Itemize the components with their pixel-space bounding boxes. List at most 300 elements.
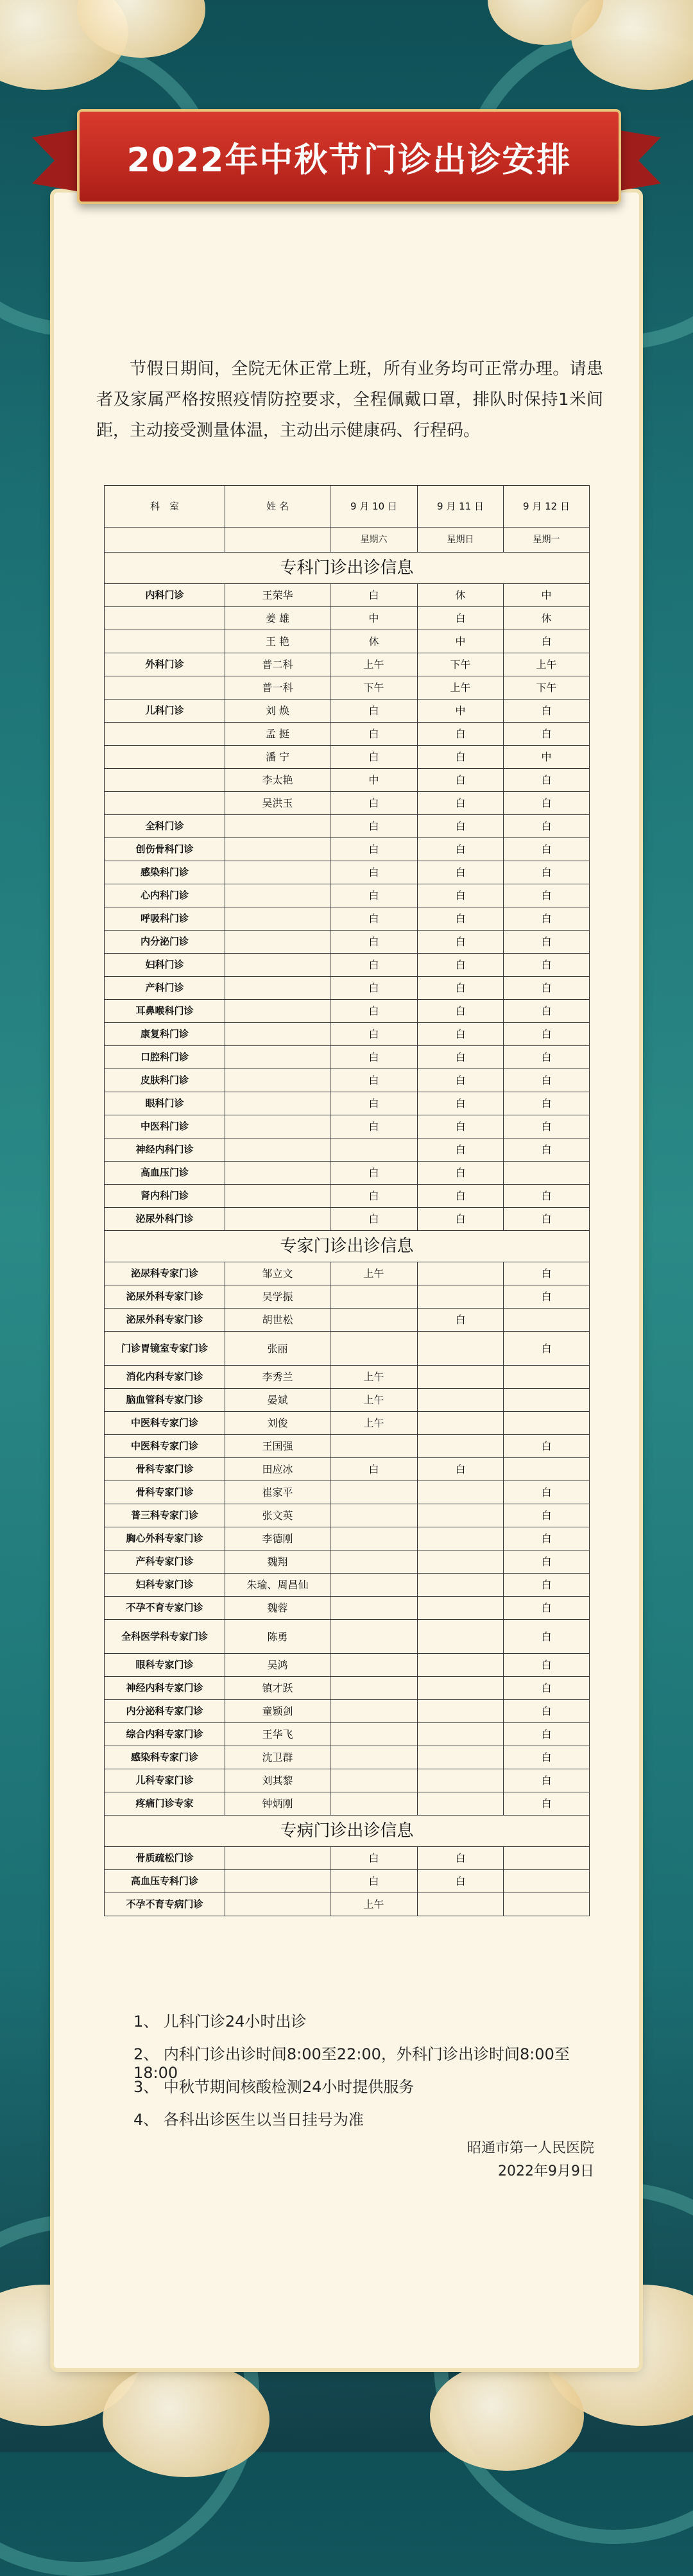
dept-cell: 感染科专家门诊 bbox=[105, 1746, 225, 1769]
table-row bbox=[105, 700, 590, 723]
dept-cell: 口腔科门诊 bbox=[105, 1046, 225, 1069]
doctor-cell: 吴鸿 bbox=[225, 1654, 330, 1677]
section-header-row bbox=[105, 1231, 590, 1262]
table-row bbox=[105, 1069, 590, 1092]
day1-cell: 白 bbox=[330, 931, 418, 954]
day3-cell: 白 bbox=[504, 1746, 590, 1769]
doctor-cell bbox=[225, 977, 330, 1000]
day1-cell: 白 bbox=[330, 1092, 418, 1115]
doctor-cell: 姜 雄 bbox=[225, 607, 330, 630]
day3-cell: 白 bbox=[504, 884, 590, 907]
day3-cell: 白 bbox=[504, 1046, 590, 1069]
day3-cell: 白 bbox=[504, 1654, 590, 1677]
doctor-cell: 刘 焕 bbox=[225, 700, 330, 723]
day1-cell: 白 bbox=[330, 1162, 418, 1185]
day1-cell: 白 bbox=[330, 723, 418, 746]
day3-cell: 白 bbox=[504, 1574, 590, 1597]
doctor-cell: 魏翔 bbox=[225, 1550, 330, 1574]
table-row bbox=[105, 1162, 590, 1185]
dept-cell: 高血压门诊 bbox=[105, 1162, 225, 1185]
doctor-cell: 李德刚 bbox=[225, 1527, 330, 1550]
day2-cell bbox=[418, 1285, 504, 1309]
day1-cell bbox=[330, 1481, 418, 1504]
day1-cell: 白 bbox=[330, 1000, 418, 1023]
weekday-row bbox=[105, 528, 590, 553]
doctor-cell bbox=[225, 1893, 330, 1916]
day1-cell: 白 bbox=[330, 861, 418, 884]
doctor-cell: 刘俊 bbox=[225, 1412, 330, 1435]
day1-cell bbox=[330, 1677, 418, 1700]
table-row bbox=[105, 1309, 590, 1332]
dept-cell bbox=[105, 676, 225, 700]
doctor-cell bbox=[225, 1023, 330, 1046]
day3-cell: 白 bbox=[504, 1723, 590, 1746]
doctor-cell bbox=[225, 1092, 330, 1115]
day3-cell bbox=[504, 1870, 590, 1893]
day3-cell: 白 bbox=[504, 769, 590, 792]
doctor-cell bbox=[225, 838, 330, 861]
table-row bbox=[105, 1046, 590, 1069]
day2-cell: 中 bbox=[418, 630, 504, 653]
day1-cell bbox=[330, 1138, 418, 1162]
doctor-cell: 朱瑜、周昌仙 bbox=[225, 1574, 330, 1597]
dept-cell: 神经内科专家门诊 bbox=[105, 1677, 225, 1700]
section-header-row bbox=[105, 1816, 590, 1847]
dept-cell: 感染科门诊 bbox=[105, 861, 225, 884]
note-item: 1、 儿科门诊24小时出诊 bbox=[133, 2013, 307, 2031]
dept-cell: 眼科门诊 bbox=[105, 1092, 225, 1115]
table-row bbox=[105, 815, 590, 838]
doctor-cell: 镇才跃 bbox=[225, 1677, 330, 1700]
day2-cell: 白 bbox=[418, 1458, 504, 1481]
day3-cell: 休 bbox=[504, 607, 590, 630]
dept-cell: 泌尿外科专家门诊 bbox=[105, 1309, 225, 1332]
weekday-day1: 星期六 bbox=[330, 528, 418, 553]
doctor-cell: 张文英 bbox=[225, 1504, 330, 1527]
day3-cell: 白 bbox=[504, 1285, 590, 1309]
table-row bbox=[105, 1654, 590, 1677]
dept-cell: 神经内科门诊 bbox=[105, 1138, 225, 1162]
table-row bbox=[105, 1769, 590, 1792]
day2-cell bbox=[418, 1504, 504, 1527]
dept-cell: 妇科专家门诊 bbox=[105, 1574, 225, 1597]
day1-cell: 下午 bbox=[330, 676, 418, 700]
table-row bbox=[105, 1723, 590, 1746]
table-row bbox=[105, 907, 590, 931]
footer-date: 2022年9月9日 bbox=[498, 2163, 594, 2179]
day1-cell: 休 bbox=[330, 630, 418, 653]
dept-cell: 儿科门诊 bbox=[105, 700, 225, 723]
table-row bbox=[105, 838, 590, 861]
dept-cell: 泌尿科专家门诊 bbox=[105, 1262, 225, 1285]
day1-cell: 中 bbox=[330, 769, 418, 792]
dept-cell: 中医科专家门诊 bbox=[105, 1435, 225, 1458]
doctor-cell: 邹立文 bbox=[225, 1262, 330, 1285]
day3-cell: 中 bbox=[504, 746, 590, 769]
day1-cell bbox=[330, 1620, 418, 1654]
day3-cell: 白 bbox=[504, 1435, 590, 1458]
table-row bbox=[105, 1792, 590, 1816]
dept-cell: 外科门诊 bbox=[105, 653, 225, 676]
day1-cell bbox=[330, 1654, 418, 1677]
day2-cell: 白 bbox=[418, 838, 504, 861]
table-row bbox=[105, 884, 590, 907]
doctor-cell bbox=[225, 1208, 330, 1231]
day1-cell bbox=[330, 1792, 418, 1816]
day1-cell bbox=[330, 1574, 418, 1597]
dept-cell bbox=[105, 792, 225, 815]
day2-cell: 白 bbox=[418, 884, 504, 907]
dept-cell: 眼科专家门诊 bbox=[105, 1654, 225, 1677]
day2-cell: 白 bbox=[418, 1046, 504, 1069]
day1-cell bbox=[330, 1332, 418, 1366]
day2-cell: 白 bbox=[418, 1115, 504, 1138]
dept-cell: 疼痛门诊专家 bbox=[105, 1792, 225, 1816]
day3-cell: 白 bbox=[504, 1597, 590, 1620]
doctor-cell bbox=[225, 884, 330, 907]
day3-cell: 白 bbox=[504, 792, 590, 815]
day1-cell: 白 bbox=[330, 1870, 418, 1893]
title-banner bbox=[77, 109, 621, 204]
dept-cell: 康复科门诊 bbox=[105, 1023, 225, 1046]
dept-cell: 泌尿外科专家门诊 bbox=[105, 1285, 225, 1309]
day2-cell bbox=[418, 1574, 504, 1597]
doctor-cell bbox=[225, 954, 330, 977]
day3-cell bbox=[504, 1412, 590, 1435]
day3-cell bbox=[504, 1162, 590, 1185]
day3-cell: 白 bbox=[504, 630, 590, 653]
section-title: 专病门诊出诊信息 bbox=[105, 1816, 590, 1847]
day1-cell: 白 bbox=[330, 1023, 418, 1046]
day2-cell: 白 bbox=[418, 977, 504, 1000]
table-row bbox=[105, 1481, 590, 1504]
day2-cell bbox=[418, 1262, 504, 1285]
day2-cell bbox=[418, 1769, 504, 1792]
day3-cell bbox=[504, 1309, 590, 1332]
schedule-table bbox=[104, 485, 590, 1916]
doctor-cell: 钟炳刚 bbox=[225, 1792, 330, 1816]
table-row bbox=[105, 1458, 590, 1481]
doctor-cell bbox=[225, 1000, 330, 1023]
section-title: 专家门诊出诊信息 bbox=[105, 1231, 590, 1262]
day1-cell bbox=[330, 1527, 418, 1550]
day1-cell: 上午 bbox=[330, 1389, 418, 1412]
day2-cell: 白 bbox=[418, 931, 504, 954]
table-row bbox=[105, 1847, 590, 1870]
table-row bbox=[105, 653, 590, 676]
day3-cell: 白 bbox=[504, 1700, 590, 1723]
weekday-day2: 星期日 bbox=[418, 528, 504, 553]
intro-paragraph: 节假日期间，全院无休正常上班，所有业务均可正常办理。请患者及家属严格按照疫情防控要求，全程佩戴口罩，排队时保持1米间距，主动接受测量体温，主动出示健康码、行程码。 bbox=[96, 359, 603, 440]
day2-cell: 白 bbox=[418, 769, 504, 792]
day1-cell: 白 bbox=[330, 954, 418, 977]
doctor-cell: 潘 宁 bbox=[225, 746, 330, 769]
day3-cell: 中 bbox=[504, 584, 590, 607]
day2-cell: 白 bbox=[418, 1185, 504, 1208]
doctor-cell: 崔家平 bbox=[225, 1481, 330, 1504]
table-row bbox=[105, 1700, 590, 1723]
table-row bbox=[105, 607, 590, 630]
note-item: 2、 内科门诊出诊时间8:00至22:00，外科门诊出诊时间8:00至18:00 bbox=[133, 2045, 570, 2082]
table-row bbox=[105, 1366, 590, 1389]
day3-cell bbox=[504, 1389, 590, 1412]
footer-org: 昭通市第一人民医院 bbox=[466, 2140, 594, 2156]
day1-cell: 白 bbox=[330, 1046, 418, 1069]
day3-cell bbox=[504, 1893, 590, 1916]
day1-cell: 上午 bbox=[330, 1366, 418, 1389]
day1-cell bbox=[330, 1723, 418, 1746]
table-row bbox=[105, 1746, 590, 1769]
day1-cell: 白 bbox=[330, 977, 418, 1000]
day1-cell bbox=[330, 1435, 418, 1458]
dept-cell bbox=[105, 723, 225, 746]
doctor-cell: 陈勇 bbox=[225, 1620, 330, 1654]
table-row bbox=[105, 1332, 590, 1366]
dept-cell: 不孕不育专家门诊 bbox=[105, 1597, 225, 1620]
page-title: 2022年中秋节门诊出诊安排 bbox=[126, 141, 572, 180]
doctor-cell bbox=[225, 1847, 330, 1870]
day2-cell bbox=[418, 1527, 504, 1550]
day2-cell: 中 bbox=[418, 700, 504, 723]
dept-cell: 肾内科门诊 bbox=[105, 1185, 225, 1208]
day1-cell bbox=[330, 1550, 418, 1574]
day3-cell: 白 bbox=[504, 1504, 590, 1527]
day3-cell: 白 bbox=[504, 861, 590, 884]
doctor-cell bbox=[225, 931, 330, 954]
table-row bbox=[105, 861, 590, 884]
table-row bbox=[105, 676, 590, 700]
day1-cell bbox=[330, 1285, 418, 1309]
day3-cell: 白 bbox=[504, 1527, 590, 1550]
table-row bbox=[105, 1504, 590, 1527]
table-row bbox=[105, 769, 590, 792]
dept-cell: 消化内科专家门诊 bbox=[105, 1366, 225, 1389]
day1-cell bbox=[330, 1504, 418, 1527]
day2-cell bbox=[418, 1746, 504, 1769]
day3-cell: 白 bbox=[504, 1677, 590, 1700]
day3-cell: 白 bbox=[504, 1208, 590, 1231]
day2-cell: 白 bbox=[418, 907, 504, 931]
section-title: 专科门诊出诊信息 bbox=[105, 553, 590, 584]
table-row bbox=[105, 1115, 590, 1138]
day2-cell bbox=[418, 1332, 504, 1366]
doctor-cell: 孟 挺 bbox=[225, 723, 330, 746]
dept-cell: 综合内科专家门诊 bbox=[105, 1723, 225, 1746]
header-name: 姓 名 bbox=[225, 486, 330, 528]
dept-cell bbox=[105, 630, 225, 653]
day1-cell: 白 bbox=[330, 838, 418, 861]
table-row bbox=[105, 630, 590, 653]
day2-cell: 白 bbox=[418, 607, 504, 630]
day1-cell bbox=[330, 1309, 418, 1332]
table-row bbox=[105, 1870, 590, 1893]
dept-cell: 中医科门诊 bbox=[105, 1115, 225, 1138]
dept-cell: 皮肤科门诊 bbox=[105, 1069, 225, 1092]
day3-cell: 白 bbox=[504, 1000, 590, 1023]
doctor-cell: 田应冰 bbox=[225, 1458, 330, 1481]
dept-cell: 全科门诊 bbox=[105, 815, 225, 838]
table-row bbox=[105, 1597, 590, 1620]
doctor-cell: 普二科 bbox=[225, 653, 330, 676]
day3-cell: 白 bbox=[504, 1092, 590, 1115]
day1-cell: 白 bbox=[330, 584, 418, 607]
table-row bbox=[105, 1893, 590, 1916]
day2-cell bbox=[418, 1620, 504, 1654]
dept-cell: 妇科门诊 bbox=[105, 954, 225, 977]
dept-cell: 中医科专家门诊 bbox=[105, 1412, 225, 1435]
day1-cell bbox=[330, 1746, 418, 1769]
dept-cell bbox=[105, 746, 225, 769]
table-row bbox=[105, 1550, 590, 1574]
doctor-cell bbox=[225, 1162, 330, 1185]
table-row bbox=[105, 746, 590, 769]
dept-cell bbox=[105, 769, 225, 792]
table-row bbox=[105, 1389, 590, 1412]
table-row bbox=[105, 977, 590, 1000]
doctor-cell bbox=[225, 1870, 330, 1893]
doctor-cell: 李秀兰 bbox=[225, 1366, 330, 1389]
doctor-cell: 普一科 bbox=[225, 676, 330, 700]
day1-cell bbox=[330, 1597, 418, 1620]
day1-cell: 白 bbox=[330, 815, 418, 838]
doctor-cell: 张丽 bbox=[225, 1332, 330, 1366]
header-dept: 科 室 bbox=[105, 486, 225, 528]
dept-cell: 高血压专科门诊 bbox=[105, 1870, 225, 1893]
dept-cell: 内分泌门诊 bbox=[105, 931, 225, 954]
day2-cell bbox=[418, 1435, 504, 1458]
table-row bbox=[105, 792, 590, 815]
note-item: 3、 中秋节期间核酸检测24小时提供服务 bbox=[133, 2078, 415, 2096]
day2-cell: 休 bbox=[418, 584, 504, 607]
day2-cell: 白 bbox=[418, 815, 504, 838]
day1-cell: 白 bbox=[330, 1208, 418, 1231]
day2-cell: 白 bbox=[418, 954, 504, 977]
day2-cell: 白 bbox=[418, 1000, 504, 1023]
day2-cell: 白 bbox=[418, 861, 504, 884]
day2-cell: 白 bbox=[418, 1847, 504, 1870]
dept-cell: 泌尿外科门诊 bbox=[105, 1208, 225, 1231]
doctor-cell: 沈卫群 bbox=[225, 1746, 330, 1769]
table-row bbox=[105, 1023, 590, 1046]
day3-cell: 白 bbox=[504, 723, 590, 746]
weekday-blank bbox=[105, 528, 225, 553]
day3-cell: 白 bbox=[504, 1769, 590, 1792]
day1-cell: 上午 bbox=[330, 1893, 418, 1916]
doctor-cell: 童颖剑 bbox=[225, 1700, 330, 1723]
day2-cell bbox=[418, 1654, 504, 1677]
day3-cell: 下午 bbox=[504, 676, 590, 700]
day2-cell: 白 bbox=[418, 1870, 504, 1893]
doctor-cell bbox=[225, 815, 330, 838]
day2-cell bbox=[418, 1893, 504, 1916]
day3-cell bbox=[504, 1366, 590, 1389]
day1-cell: 白 bbox=[330, 1115, 418, 1138]
day3-cell: 白 bbox=[504, 1023, 590, 1046]
dept-cell: 骨科专家门诊 bbox=[105, 1458, 225, 1481]
day3-cell: 白 bbox=[504, 907, 590, 931]
dept-cell bbox=[105, 607, 225, 630]
dept-cell: 产科专家门诊 bbox=[105, 1550, 225, 1574]
doctor-cell bbox=[225, 1115, 330, 1138]
section-header-row bbox=[105, 553, 590, 584]
day3-cell: 白 bbox=[504, 1620, 590, 1654]
dept-cell: 耳鼻喉科门诊 bbox=[105, 1000, 225, 1023]
day3-cell: 白 bbox=[504, 815, 590, 838]
dept-cell: 骨科专家门诊 bbox=[105, 1481, 225, 1504]
day2-cell: 白 bbox=[418, 1092, 504, 1115]
dept-cell: 内分泌科专家门诊 bbox=[105, 1700, 225, 1723]
dept-cell: 不孕不育专病门诊 bbox=[105, 1893, 225, 1916]
day2-cell bbox=[418, 1412, 504, 1435]
day1-cell: 上午 bbox=[330, 1412, 418, 1435]
day1-cell: 白 bbox=[330, 700, 418, 723]
day3-cell: 白 bbox=[504, 1115, 590, 1138]
day3-cell: 白 bbox=[504, 1069, 590, 1092]
day1-cell: 白 bbox=[330, 792, 418, 815]
day1-cell: 中 bbox=[330, 607, 418, 630]
dept-cell: 内科门诊 bbox=[105, 584, 225, 607]
notes-list bbox=[133, 2009, 608, 2140]
dept-cell: 儿科专家门诊 bbox=[105, 1769, 225, 1792]
day3-cell: 白 bbox=[504, 977, 590, 1000]
dept-cell: 创伤骨科门诊 bbox=[105, 838, 225, 861]
table-row bbox=[105, 1620, 590, 1654]
table-row bbox=[105, 1092, 590, 1115]
doctor-cell bbox=[225, 1069, 330, 1092]
day3-cell bbox=[504, 1847, 590, 1870]
day1-cell bbox=[330, 1769, 418, 1792]
day3-cell: 白 bbox=[504, 1185, 590, 1208]
table-row bbox=[105, 1000, 590, 1023]
table-row bbox=[105, 1435, 590, 1458]
dept-cell: 门诊胃镜室专家门诊 bbox=[105, 1332, 225, 1366]
weekday-blank bbox=[225, 528, 330, 553]
doctor-cell: 吴学振 bbox=[225, 1285, 330, 1309]
day1-cell: 白 bbox=[330, 746, 418, 769]
dept-cell: 胸心外科专家门诊 bbox=[105, 1527, 225, 1550]
day2-cell: 白 bbox=[418, 1138, 504, 1162]
day1-cell: 白 bbox=[330, 884, 418, 907]
day2-cell: 白 bbox=[418, 792, 504, 815]
day2-cell bbox=[418, 1481, 504, 1504]
doctor-cell: 晏斌 bbox=[225, 1389, 330, 1412]
doctor-cell bbox=[225, 1046, 330, 1069]
table-row bbox=[105, 1262, 590, 1285]
table-row bbox=[105, 723, 590, 746]
day3-cell: 白 bbox=[504, 954, 590, 977]
day2-cell: 白 bbox=[418, 723, 504, 746]
header-day1: 9 月 10 日 bbox=[330, 486, 418, 528]
day2-cell: 白 bbox=[418, 1162, 504, 1185]
header-day3: 9 月 12 日 bbox=[504, 486, 590, 528]
cloud-decoration bbox=[430, 2362, 584, 2471]
day3-cell: 白 bbox=[504, 1332, 590, 1366]
day2-cell bbox=[418, 1677, 504, 1700]
day2-cell: 上午 bbox=[418, 676, 504, 700]
weekday-day3: 星期一 bbox=[504, 528, 590, 553]
table-row bbox=[105, 1574, 590, 1597]
table-row bbox=[105, 1285, 590, 1309]
doctor-cell: 刘其黎 bbox=[225, 1769, 330, 1792]
day2-cell bbox=[418, 1366, 504, 1389]
day2-cell bbox=[418, 1389, 504, 1412]
day3-cell: 白 bbox=[504, 1138, 590, 1162]
day3-cell: 白 bbox=[504, 700, 590, 723]
day1-cell: 白 bbox=[330, 1185, 418, 1208]
doctor-cell bbox=[225, 861, 330, 884]
table-header-row bbox=[105, 486, 590, 528]
doctor-cell: 李太艳 bbox=[225, 769, 330, 792]
